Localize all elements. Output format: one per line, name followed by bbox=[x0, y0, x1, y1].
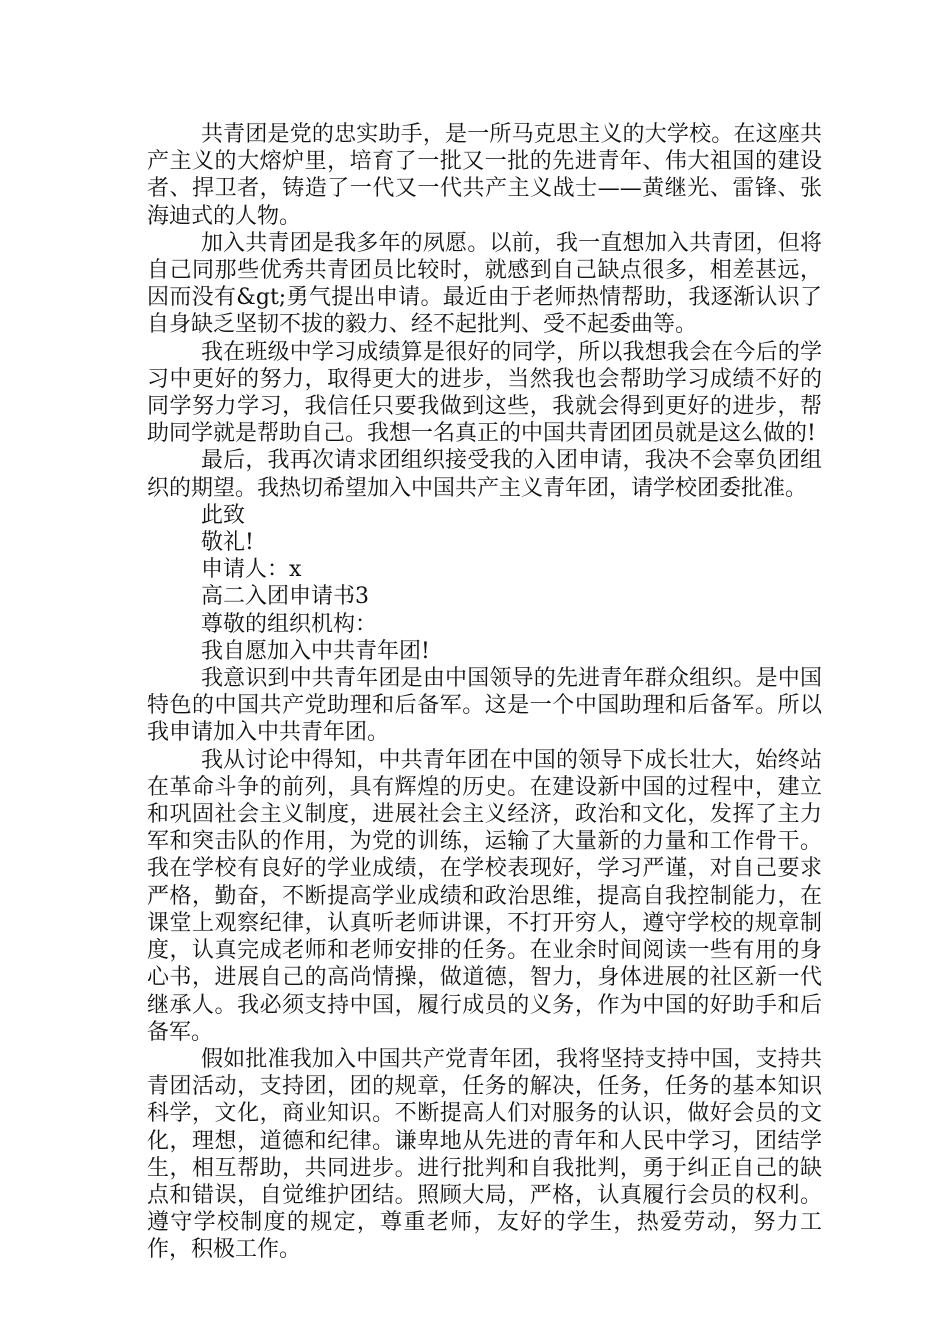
document-body bbox=[147, 121, 822, 1264]
section-title: 高二入团申请书3 bbox=[201, 584, 369, 610]
paragraph: 共青团是党的忠实助手，是一所马克思主义的大学校。在这座共产主义的大熔炉里，培育了一批又一批的先进青年、伟大祖国的建设者、捍卫者，铸造了一代又一代共产主义战士——黄继光、雷锋、张海迪式的人物。 bbox=[147, 122, 822, 229]
applicant-line: 申请人：x bbox=[201, 557, 302, 583]
paragraph: 我从讨论中得知，中共青年团在中国的领导下成长壮大，始终站在革命斗争的前列，具有辉煌的历史。在建设新中国的过程中，建立和巩固社会主义制度，进展社会主义经济，政治和文化，发挥了主力军和突击队的作用，为党的训练，运输了大量新的力量和工作骨干。我在学校有良好的学业成绩，在学校表现好，学习严谨，对自己要求严格，勤奋，不断提高学业成绩和政治思维，提高自我控制能力，在课堂上观察纪律，认真听老师讲课，不打开穷人，遵守学校的规章制度，认真完成老师和老师安排的任务。在业余时间阅读一些有用的身心书，进展自己的高尚情操，做道德，智力，身体进展的社区新一代继承人。我必须支持中国，履行成员的义务，作为中国的好助手和后备军。 bbox=[147, 747, 822, 1045]
opening-line: 我自愿加入中共青年团! bbox=[201, 638, 430, 664]
paragraph: 加入共青团是我多年的夙愿。以前，我一直想加入共青团，但将自己同那些优秀共青团员比较时，就感到自己缺点很多，相差甚远，因而没有&gt;勇气提出申请。最近由于老师热情帮助，我逐渐认识了自身缺乏坚韧不拔的毅力、经不起批判、受不起委曲等。 bbox=[147, 230, 822, 338]
closing-line: 此致 bbox=[201, 502, 246, 528]
paragraph: 最后，我再次请求团组织接受我的入团申请，我决不会辜负团组织的期望。我热切希望加入中国共产主义青年团，请学校团委批准。 bbox=[147, 448, 822, 501]
greeting-line: 尊敬的组织机构： bbox=[201, 611, 378, 637]
paragraph: 我意识到中共青年团是由中国领导的先进青年群众组织。是中国特色的中国共产党助理和后备军。这是一个中国助理和后备军。所以我申请加入中共青年团。 bbox=[147, 666, 822, 746]
salute-line: 敬礼! bbox=[201, 530, 254, 556]
paragraph: 假如批准我加入中国共产党青年团，我将坚持支持中国，支持共青团活动，支持团，团的规章，任务的解决，任务，任务的基本知识科学，文化，商业知识。不断提高人们对服务的认识，做好会员的文化，理想，道德和纪律。谦卑地从先进的青年和人民中学习，团结学生，相互帮助，共同进步。进行批判和自我批判，勇于纠正自己的缺点和错误，自觉维护团结。照顾大局，严格，认真履行会员的权利。遵守学校制度的规定，尊重老师，友好的学生，热爱劳动，努力工作，积极工作。 bbox=[147, 1046, 822, 1263]
paragraph: 我在班级中学习成绩算是很好的同学，所以我想我会在今后的学习中更好的努力，取得更大的进步，当然我也会帮助学习成绩不好的同学努力学习，我信任只要我做到这些，我就会得到更好的进步，帮助同学就是帮助自己。我想一名真正的中国共青团团员就是这么做的! bbox=[147, 339, 822, 447]
